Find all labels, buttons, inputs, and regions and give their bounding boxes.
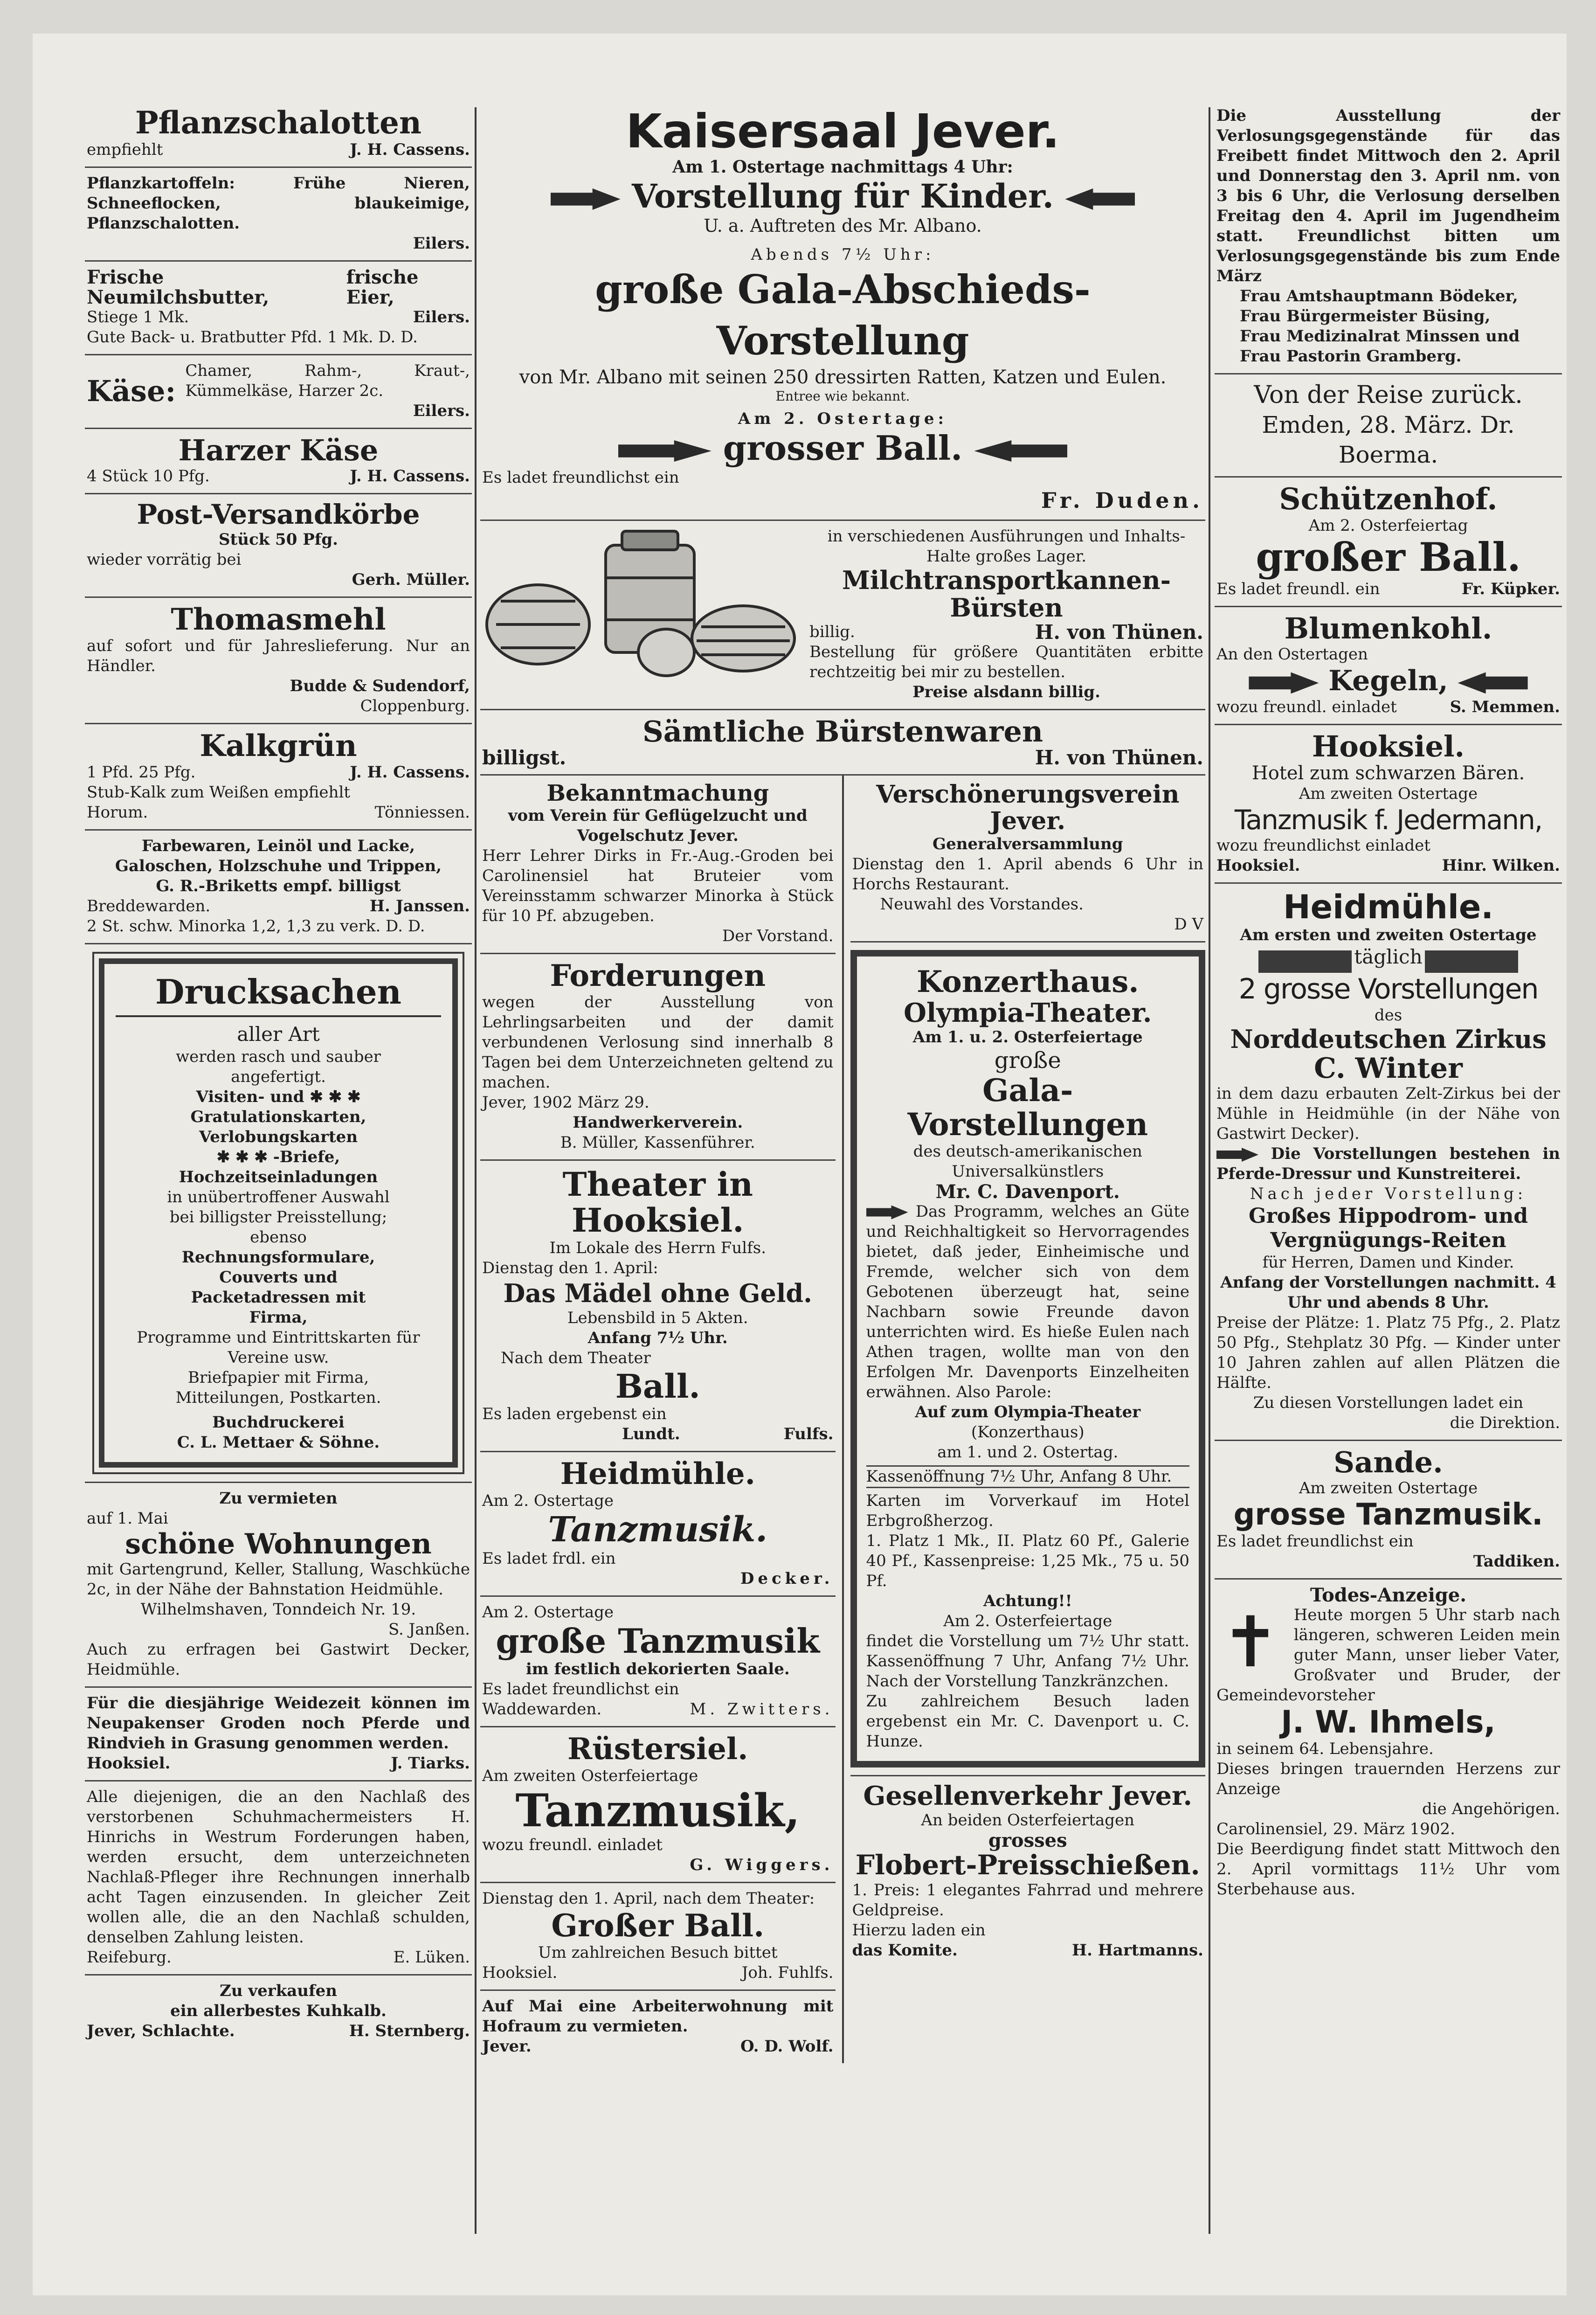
ad-lead: empfiehlt — [87, 140, 163, 159]
ad-line: grosse Tanzmusik. — [1233, 1497, 1543, 1532]
ad-line — [1216, 945, 1560, 973]
ad-waddewarden — [480, 1597, 836, 1727]
ad-title: Pflanzschalotten — [135, 104, 421, 141]
ad-line: Am zweiten Osterfeiertage — [482, 1766, 698, 1785]
ad-gesellenverkehr — [850, 1776, 1206, 1967]
ad-signer: J. H. Cassens. — [350, 140, 470, 159]
ad-line: Dienstag den 1. April, nach dem Theater: — [482, 1889, 815, 1908]
ad-line: Hochzeitseinladungen — [179, 1167, 378, 1186]
ad-signer: Eilers. — [413, 401, 470, 420]
ad-line: Es ladet freundl. ein — [1216, 579, 1380, 598]
decorative-bar — [1425, 950, 1518, 973]
ad-text: Die Ausstellung der Verlosungsgegenstände für das Freibett findet Mittwoch den 2. April und Donnerstag den 3. April nm. von 3 bis 6 Uhr, die Verlosung derselben Freitag den 4. April im Jugendheim statt. Freundlichst bitten um Verlosungsgegenstände bis zum Ende März — [1216, 106, 1560, 285]
ad-place: Waddewarden. — [482, 1700, 602, 1719]
ad-line: frische Eier, — [346, 266, 419, 308]
ad-title: Kaisersaal Jever. — [626, 104, 1060, 159]
ad-signer: H. Janssen. — [369, 897, 470, 916]
ad-line: Im Lokale des Herrn Fulfs. — [549, 1239, 767, 1258]
ad-signer: Decker. — [740, 1569, 834, 1588]
ad-line: Es ladet freundlichst ein — [482, 1680, 679, 1699]
ad-text: Zu zahlreichem Besuch laden ergebenst ein Mr. C. Davenport u. C. Hunze. — [866, 1691, 1189, 1751]
ad-line: Tanzmusik. — [548, 1509, 768, 1550]
ad-line: angefertigt. — [231, 1067, 326, 1086]
ad-signer: O. D. Wolf. — [740, 2037, 834, 2056]
ad-signer: H. Sternberg. — [349, 2021, 470, 2040]
column-rule-left — [475, 107, 477, 2234]
ad-nachlass — [85, 1781, 472, 1975]
ad-line: Vorstellung für Kinder. — [632, 177, 1054, 215]
ad-title: Konzerthaus. — [916, 964, 1139, 1000]
ad-title: Schützenhof. — [1279, 482, 1498, 517]
ad-text: ein allerbestes Kuhkalb. — [170, 2001, 387, 2020]
ad-text: 4 Stück 10 Pfg. — [87, 466, 210, 485]
ad-signer: S. Janßen. — [388, 1620, 470, 1639]
ad-signer: Der Vorstand. — [722, 926, 834, 945]
ad-signer: Fr. Küpker. — [1461, 579, 1560, 598]
ad-title: Heidmühle. — [560, 1456, 755, 1492]
ad-line: Rechnungsformulare, — [181, 1248, 375, 1267]
two-column-section — [480, 776, 1205, 2063]
ad-line: Anfang der Vorstellungen nachmitt. 4 Uhr und abends 8 Uhr. — [1220, 1273, 1556, 1312]
ad-text: Preise der Plätze: 1. Platz 75 Pfg., 2. Platz 50 Pfg., Stehplatz 30 Pfg. — Kinder unter 10 Jahren zahlen auf allen Plätzen die Hälfte. — [1216, 1313, 1560, 1393]
ad-title: Forderungen — [550, 958, 766, 993]
ad-place: Hooksiel. — [87, 1754, 171, 1773]
ad-name: Frau Amtshauptmann Bödeker, — [1240, 287, 1518, 305]
ad-signer: H. von Thünen. — [1035, 620, 1203, 644]
ad-line: Am 2. Ostertage: — [738, 409, 948, 428]
ad-signer: das Komite. — [852, 1941, 958, 1960]
ad-signer: J. H. Cassens. — [350, 466, 470, 485]
ad-line: Tanzmusik, — [515, 1784, 801, 1837]
ad-line: Firma, — [249, 1308, 308, 1327]
pointing-hand-icon — [1249, 672, 1319, 693]
ad-line: Es ladet freundlichst ein — [1216, 1532, 1414, 1551]
ad-line: Lebensbild in 5 Akten. — [567, 1309, 748, 1328]
ad-text: wegen der Ausstellung von Lehrlingsarbeiten und der damit verbundenen Verlosung sind innerhalb 8 Tagen bei dem Unterzeichneten geltend zu machen. — [482, 993, 834, 1092]
ad-signer: E. Lüken. — [393, 1948, 470, 1967]
sub-column-left — [480, 776, 844, 2063]
ad-line: Mr. C. Davenport. — [935, 1180, 1120, 1203]
ad-line: großer Ball. — [1256, 534, 1521, 581]
milk-can-illustration — [482, 527, 804, 680]
ad-line: Bestellung für größere Quantitäten erbitte rechtzeitig bei mir zu bestellen. — [809, 642, 1203, 681]
ad-line: Buchdruckerei — [212, 1413, 345, 1432]
ad-place: Breddewarden. — [87, 897, 211, 916]
ad-line: Es laden ergebenst ein — [482, 1405, 667, 1424]
pointing-hand-icon — [1458, 672, 1528, 693]
ad-line: Am zweiten Ostertage — [1299, 784, 1478, 804]
ad-line — [116, 1087, 441, 1107]
ad-line: Entree wie bekannt. — [775, 388, 910, 404]
ad-place: Jever, Schlachte. — [87, 2021, 235, 2040]
ad-signer: Eilers. — [413, 234, 470, 253]
ad-text: Die Vorstellungen bestehen in Pferde-Dressur und Kunstreiterei. — [1216, 1144, 1561, 1184]
ad-text: auf sofort und für Jahreslieferung. Nur an Händler. — [87, 636, 470, 675]
ad-text: Die Beerdigung findet statt Mittwoch den 2. April vormittags 11½ Uhr vom Sterbehause aus. — [1216, 1840, 1560, 1899]
sub-column-right — [844, 776, 1206, 2063]
ad-line — [482, 177, 1203, 215]
ad-line: werden rasch und sauber — [176, 1047, 381, 1066]
ad-line: Tanzmusik f. Jedermann, — [1234, 804, 1542, 836]
ad-line: billig. — [809, 622, 855, 641]
ad-text: Herr Lehrer Dirks in Fr.-Aug.-Groden bei Carolinensiel hat Bruteier vom Vereinsstamm schwarzer Minorka à Stück für 10 Pf. abzugeben. — [482, 846, 834, 925]
ad-line: Es ladet frdl. ein — [482, 1549, 616, 1568]
ad-line: Neuwahl des Vorstandes. — [880, 895, 1084, 914]
ad-ausstellung — [1215, 100, 1562, 374]
ad-line: Abends 7½ Uhr: — [751, 245, 935, 264]
ad-title: Blumenkohl. — [1284, 611, 1492, 645]
ad-sande — [1215, 1441, 1562, 1580]
ad-head: Zu vermieten — [219, 1489, 338, 1508]
ad-title: Kalkgrün — [200, 728, 357, 763]
pointing-hand-icon — [1216, 1148, 1258, 1162]
ad-place: Hooksiel. — [482, 1963, 558, 1982]
ad-title: Theater in Hooksiel. — [562, 1165, 753, 1240]
ad-grosser-ball — [480, 1883, 836, 1991]
ad-theater-hooksiel — [480, 1161, 836, 1452]
ad-text: Chamer, Rahm-, Kraut-, Kümmelkäse, Harzer 2c. — [185, 361, 470, 400]
ad-line: in unübertroffener Auswahl — [167, 1187, 390, 1206]
ad-line: U. a. Auftreten des Mr. Albano. — [704, 215, 982, 236]
ad-title: Milchtransportkannen- — [842, 565, 1171, 595]
ad-line: Von der Reise zurück. — [1254, 381, 1523, 409]
ad-line: C. L. Mettaer & Söhne. — [177, 1433, 380, 1452]
ad-title: Drucksachen — [116, 973, 441, 1017]
ad-verschoenerungsverein — [850, 776, 1206, 943]
ad-line: B. Müller, Kassenführer. — [560, 1133, 755, 1152]
ad-kaisersaal — [480, 100, 1205, 521]
ad-title: Todes-Anzeige. — [1310, 1584, 1467, 1606]
ad-lead: Käse: — [87, 374, 176, 408]
ad-title: Thomasmehl — [171, 602, 386, 637]
ad-line: Farbewaren, Leinöl und Lacke, — [141, 837, 415, 856]
ad-text: mit Gartengrund, Keller, Stallung, Waschküche 2c, in der Nähe der Bahnstation Heidmühle. — [87, 1560, 470, 1599]
ad-ruestersiel — [480, 1727, 836, 1883]
ad-place: Hooksiel. — [1216, 856, 1300, 875]
ad-line: Briefpapier mit Firma, — [187, 1368, 369, 1387]
ad-price: Stück 50 Pfg. — [218, 530, 339, 549]
ad-line: Mitteilungen, Postkarten. — [175, 1388, 381, 1407]
ad-signer: D V — [1174, 915, 1203, 934]
ad-line: Am zweiten Ostertage — [1299, 1479, 1478, 1498]
ad-title: Hooksiel. — [1312, 729, 1465, 763]
ad-line: wozu freundlichst einladet — [1216, 836, 1430, 855]
ad-signer: Lundt. — [622, 1425, 680, 1444]
ad-signer: Tönniessen. — [374, 803, 470, 822]
ad-signer: H. von Thünen. — [1035, 746, 1203, 769]
pointing-hand-icon — [551, 188, 621, 210]
ad-signer: Fr. Duden. — [1041, 488, 1203, 513]
ad-weidezeit — [85, 1688, 472, 1781]
ad-text: Dienstag den 1. April abends 6 Uhr in Horchs Restaurant. — [852, 855, 1203, 894]
ad-title: Verschönerungsverein Jever. — [876, 780, 1180, 836]
ad-text: Für die diesjährige Weidezeit können im Neupakenser Groden noch Pferde und Rindvieh in Grasung genommen werden. — [87, 1693, 470, 1753]
ad-line: aller Art — [237, 1022, 320, 1046]
ad-name: Frau Medizinalrat Minssen und — [1240, 327, 1520, 346]
ad-line: vom Verein für Geflügelzucht und Vogelschutz Jever. — [508, 806, 808, 845]
ad-line: Hotel zum schwarzen Bären. — [1251, 762, 1525, 784]
ad-zirkus — [1215, 884, 1562, 1441]
ad-line: von Mr. Albano mit seinen 250 dressirten Ratten, Katzen und Eulen. — [519, 367, 1167, 388]
ad-line: grosser Ball. — [723, 428, 963, 468]
ad-head: Zu verkaufen — [220, 1981, 337, 2000]
ad-reise — [1215, 374, 1562, 478]
ad-line: des — [1374, 1005, 1403, 1025]
ad-wohnungen — [85, 1483, 472, 1688]
ad-kalkgruen — [85, 724, 472, 831]
ad-heidmuehle-tanz — [480, 1452, 836, 1597]
ad-line: wozu freundl. einladet — [482, 1836, 663, 1855]
ad-signer: G. Wiggers. — [690, 1856, 834, 1875]
pointing-hand-icon — [1065, 188, 1135, 210]
ad-line: Am 2. Ostertage — [482, 1602, 614, 1622]
ad-line: große Gala-Abschieds-Vorstellung — [595, 266, 1091, 364]
ad-line: Flobert-Preisschießen. — [855, 1849, 1200, 1881]
ad-line: Jever, 1902 März 29. — [482, 1093, 649, 1112]
ad-line: Nach dem Theater — [501, 1349, 651, 1368]
column-rule-right — [1209, 107, 1210, 2234]
ad-line: Am 1. Ostertage nachmittags 4 Uhr: — [672, 157, 1013, 177]
ad-line: Auf zum Olympia-Theater — [915, 1402, 1141, 1421]
ad-line: Norddeutschen Zirkus — [1230, 1024, 1547, 1054]
ad-line: Carolinensiel, 29. März 1902. — [1216, 1820, 1455, 1839]
ad-signer: die Angehörigen. — [1422, 1800, 1560, 1819]
column-1 — [85, 100, 472, 2048]
pointing-hand-icon — [866, 1206, 908, 1220]
ad-line: im festlich dekorierten Saale. — [525, 1660, 790, 1679]
ad-line: Achtung!! — [983, 1591, 1072, 1610]
ad-line: Am 2. Osterfeiertag — [1308, 516, 1468, 535]
ad-line: 2 grosse Vorstellungen — [1238, 972, 1538, 1005]
ad-text: in dem dazu erbauten Zelt-Zirkus bei der Mühle in Heidmühle (in der Nähe von Gastwirt Decker). — [1216, 1084, 1560, 1144]
ad-line: Preise alsdann billig. — [912, 682, 1100, 701]
ad-line: Am 2. Ostertage — [482, 1491, 614, 1510]
ad-arbeiterwohnung — [480, 1991, 836, 2063]
ad-signer: H. Hartmanns. — [1072, 1941, 1203, 1960]
ad-hooksiel-baeren — [1215, 725, 1562, 884]
ad-line: G. R.-Briketts empf. billigst — [156, 877, 401, 896]
ad-line — [1216, 665, 1560, 697]
ad-text: 1 Pfd. 25 Pfg. — [87, 763, 196, 782]
ad-signer: Hinr. Wilken. — [1442, 856, 1560, 875]
ad-line: für Herren, Damen und Kinder. — [1262, 1253, 1514, 1272]
ad-name: J. W. Ihmels, — [1281, 1704, 1496, 1740]
ad-text: Auch zu erfragen bei Gastwirt Decker, Heidmühle. — [87, 1640, 470, 1679]
ad-line: Gala-Vorstellungen — [907, 1072, 1148, 1143]
ad-buerstenwaren — [480, 710, 1205, 776]
ad-title: große Tanzmusik — [496, 1621, 820, 1661]
star-icon: ✱ ✱ ✱ — [216, 1147, 268, 1166]
column-3 — [1215, 100, 1562, 1906]
ad-lead: auf 1. Mai — [87, 1509, 168, 1528]
decorative-bar — [1258, 950, 1352, 973]
ad-konzerthaus — [850, 950, 1206, 1776]
ad-text: Alle diejenigen, die an den Nachlaß des verstorbenen Schuhmachermeisters H. Hinrichs in Westrum Forderungen haben, werden ersucht, dem unterzeichneten Nachlaß-Pfleger ihre Rechnungen innerhalb acht Tagen einzusenden. In gleicher Zeit wollen alle, die an den Nachlaß schulden, denselben Zahlung leisten. — [87, 1787, 470, 1947]
ad-drucksachen — [85, 944, 472, 1483]
ad-address: Wilhelmshaven, Tonndeich Nr. 19. — [140, 1600, 416, 1619]
ad-signer: J. Tiarks. — [391, 1754, 470, 1773]
konzerthaus-frame — [850, 950, 1206, 1767]
star-icon: ✱ ✱ ✱ — [310, 1087, 361, 1106]
ad-signer: J. H. Cassens. — [350, 763, 470, 782]
ad-line: Kegeln, — [1328, 664, 1448, 697]
ad-text: Das Programm, welches an Güte und Reichhaltigkeit so Hervorragendes bietet, daß jeder, Einheimische und Fremde, welcher sich von dem Gebotenen überzeugt hat, seine Nachbarn sowie Freunde davon unterrichten wird. Es hieße Eulen nach Athen tragen, wollte man von den Erfolgen Mr. Davenports Einzelheiten erwähnen. Also Parole: — [866, 1202, 1189, 1401]
ad-line: Programme und Eintrittskarten für Vereine usw. — [137, 1328, 420, 1367]
ad-pflanzkartoffeln — [85, 168, 472, 262]
ad-kuhkalb — [85, 1975, 472, 2048]
ad-line: Gratulationskarten, — [190, 1107, 366, 1126]
ad-text: Auf Mai eine Arbeiterwohnung mit Hofraum zu vermieten. — [482, 1996, 834, 2036]
ad-line: Galoschen, Holzschuhe und Trippen, — [115, 857, 442, 876]
ad-place: Jever. — [482, 2037, 532, 2056]
ad-title: Bürsten — [950, 593, 1063, 623]
ad-line: Es ladet freundlichst ein — [482, 468, 679, 487]
ad-title: Sämtliche Bürstenwaren — [642, 714, 1043, 749]
ad-line: 2 St. schw. Minorka 1,2, 1,3 zu verk. D. D. — [87, 917, 425, 936]
ad-title: Heidmühle. — [1283, 888, 1493, 927]
ad-line: große — [994, 1047, 1061, 1074]
ad-line: An beiden Osterfeiertagen — [921, 1811, 1135, 1830]
ad-signer: Budde & Sudendorf, — [290, 676, 470, 695]
ad-line: des deutsch-amerikanischen Universalkünstlers — [913, 1142, 1142, 1181]
ad-line: wozu freundl. einladet — [1216, 697, 1397, 716]
ad-text: findet die Vorstellung um 7½ Uhr statt. Kassenöffnung 7 Uhr, Anfang 7½ Uhr. Nach der Vorstellung Tanzkränzchen. — [866, 1631, 1189, 1691]
drucksachen-frame — [99, 958, 458, 1467]
ad-signer: Taddiken. — [1473, 1552, 1560, 1571]
ad-line: ebenso — [250, 1227, 307, 1247]
ad-signer: Gerh. Müller. — [352, 570, 470, 589]
ad-blumenkohl — [1215, 607, 1562, 725]
ad-place: Cloppenburg. — [360, 696, 470, 715]
ad-text — [1216, 1144, 1560, 1184]
ad-title: Gesellenverkehr Jever. — [863, 1780, 1192, 1811]
ad-line: Karten im Vorverkauf im Hotel Erbgroßherzog. — [866, 1491, 1189, 1530]
ad-name: Frau Bürgermeister Büsing, — [1240, 307, 1491, 326]
ad-text — [866, 1202, 1190, 1402]
ad-line: Dienstag den 1. April: — [482, 1259, 658, 1278]
ad-line: Stub-Kalk zum Weißen empfiehlt — [87, 783, 350, 802]
ad-line: Couverts und — [219, 1268, 338, 1287]
pointing-hand-icon — [618, 440, 712, 462]
ad-line: Am 1. u. 2. Osterfeiertage — [912, 1028, 1143, 1047]
ad-line: Das Mädel ohne Geld. — [503, 1278, 812, 1309]
ad-line: Verlobungskarten — [199, 1127, 358, 1146]
ad-line: Handwerkerverein. — [573, 1113, 743, 1132]
ad-title: Bekanntmachung — [546, 780, 769, 806]
ad-signer: M. Zwitters. — [690, 1700, 834, 1719]
ad-line: Emden, 28. März. Dr. Boerma. — [1262, 411, 1515, 468]
ad-line: An den Ostertagen — [1216, 645, 1368, 664]
ad-schuetzenhof — [1215, 478, 1562, 607]
ad-line: Am ersten und zweiten Ostertage — [1240, 926, 1537, 945]
ad-title: Post-Versandkörbe — [137, 498, 420, 530]
ad-line — [116, 1147, 441, 1167]
ad-place: Horum. — [87, 803, 148, 822]
ad-line: Anfang 7½ Uhr. — [587, 1329, 728, 1348]
ad-line: grosses — [988, 1830, 1067, 1852]
ad-post-versandkoerbe — [85, 494, 472, 598]
ad-kaese — [85, 355, 472, 429]
ad-line: Großes Hippodrom- und Vergnügungs-Reiten — [1249, 1204, 1528, 1253]
ad-neumilchsbutter — [85, 262, 472, 355]
pointing-hand-icon — [974, 440, 1067, 462]
ad-signer: Joh. Fuhlfs. — [741, 1963, 834, 1982]
ad-line: Packetadressen mit — [191, 1288, 366, 1307]
ad-place: Reifeburg. — [87, 1948, 172, 1967]
ad-title: schöne Wohnungen — [125, 1527, 432, 1560]
ad-thomasmehl — [85, 598, 472, 724]
ad-text: wieder vorrätig bei — [87, 550, 242, 569]
ad-forderungen — [480, 954, 836, 1161]
ad-signer: die Direktion. — [1450, 1414, 1560, 1433]
ad-milchkannen — [480, 521, 1205, 710]
ad-name: Frau Pastorin Gramberg. — [1240, 347, 1462, 366]
ad-title: Sande. — [1333, 1445, 1443, 1480]
ad-line: Generalversammlung — [933, 835, 1123, 854]
ad-line: am 1. und 2. Ostertag. — [937, 1442, 1119, 1462]
column-2 — [480, 100, 1205, 2063]
ad-signer: Fulfs. — [783, 1425, 834, 1444]
ad-pflanzschalotten — [85, 100, 472, 168]
ad-line: Halte großes Lager. — [926, 547, 1087, 566]
cross-icon: ✝ — [1221, 1601, 1280, 1683]
ad-text: Heute morgen 5 Uhr starb nach längeren, schweren Leiden mein guter Mann, unser lieber Vater, Großvater und Bruder, der Gemeindevorsteher — [1216, 1605, 1560, 1705]
ad-line: -Briefe, — [273, 1147, 340, 1166]
ad-line: in verschiedenen Ausführungen und Inhalts- — [827, 527, 1186, 546]
ad-line: Dieses bringen trauernden Herzens zur Anzeige — [1216, 1760, 1560, 1799]
ad-title: Rüstersiel. — [567, 1732, 748, 1767]
ad-line: in seinem 64. Lebensjahre. — [1216, 1740, 1434, 1759]
ad-line: Am 2. Osterfeiertage — [943, 1611, 1112, 1630]
ad-line: 1. Platz 1 Mk., II. Platz 60 Pf., Galerie 40 Pf., Kassenpreise: 1,25 Mk., 75 u. 50 Pf. — [866, 1531, 1189, 1590]
ad-line: Ball. — [615, 1367, 700, 1406]
ad-farbewaren — [85, 831, 472, 944]
ad-line: Zu diesen Vorstellungen ladet ein — [1253, 1393, 1524, 1413]
ad-line: Hierzu laden ein — [852, 1920, 986, 1940]
ad-line: Nach jeder Vorstellung: — [1250, 1185, 1527, 1204]
ad-line: täglich — [1354, 945, 1423, 969]
ad-signer: Eilers. — [413, 307, 470, 326]
ad-line: 1. Preis: 1 elegantes Fahrrad und mehrere Geldpreise. — [852, 1880, 1203, 1920]
ad-line: (Konzerthaus) — [971, 1422, 1085, 1442]
ad-lead: billigst. — [482, 746, 567, 769]
ad-line: bei billigster Preisstellung; — [169, 1207, 387, 1227]
ad-line: Um zahlreichen Besuch bittet — [538, 1943, 778, 1962]
ad-line: Stiege 1 Mk. — [87, 307, 189, 326]
ad-harzer-kaese — [85, 429, 472, 494]
ad-signer: S. Memmen. — [1450, 697, 1560, 716]
ad-line: Frische Neumilchsbutter, — [87, 266, 269, 308]
ad-line: C. Winter — [1314, 1052, 1463, 1085]
ad-title: Großer Ball. — [551, 1907, 765, 1944]
ad-bekanntmachung — [480, 776, 836, 954]
ad-line — [482, 428, 1203, 468]
ad-line: Gute Back- u. Bratbutter Pfd. 1 Mk. D. D. — [87, 327, 418, 347]
ad-line: Visiten- und — [196, 1087, 304, 1106]
ad-title: Harzer Käse — [178, 433, 379, 467]
ad-text: Pflanzkartoffeln: Frühe Nieren, Schneeflocken, blaukeimige, Pflanzschalotten. — [87, 173, 470, 233]
ad-title: Olympia-Theater. — [904, 997, 1152, 1028]
ad-todesanzeige — [1215, 1580, 1562, 1906]
ad-line: Kassenöffnung 7½ Uhr, Anfang 8 Uhr. — [866, 1465, 1190, 1488]
